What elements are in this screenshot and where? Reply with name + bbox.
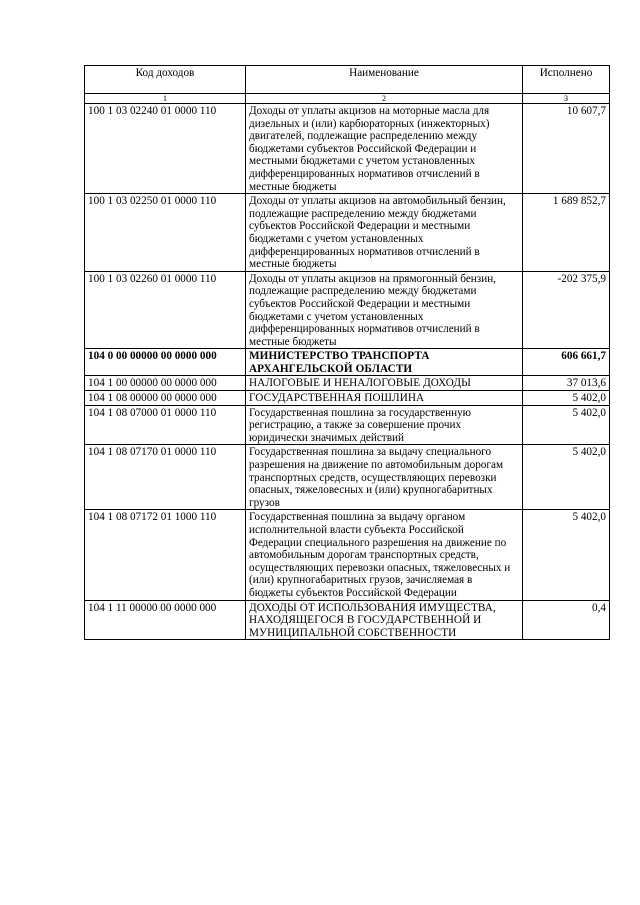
revenue-name: Доходы от уплаты акцизов на прямогонный бензин, подлежащие распределению между бюджетами субъектов Российской Федерации и местными бюджетами с учетом установленных дифференцированных нормативов отчислений в местные бюджеты: [246, 271, 523, 349]
revenue-name: Доходы от уплаты акцизов на автомобильный бензин, подлежащие распределению между бюджетами субъектов Российской Федерации и местными бюджетами с учетом установленных дифференцированных нормативов отчислений в местные бюджеты: [246, 194, 523, 272]
table-row: [85, 104, 610, 194]
revenue-code: 104 1 08 07172 01 1000 110: [85, 510, 246, 600]
revenue-name: ГОСУДАРСТВЕННАЯ ПОШЛИНА: [246, 391, 523, 406]
column-number-row: [85, 94, 610, 104]
column-number-name: 2: [246, 94, 523, 104]
revenue-name: МИНИСТЕРСТВО ТРАНСПОРТА АРХАНГЕЛЬСКОЙ ОБЛАСТИ: [246, 349, 523, 376]
revenue-code: 104 1 00 00000 00 0000 000: [85, 376, 246, 391]
table-row: [85, 510, 610, 600]
table-row: [85, 405, 610, 445]
header-amount: Исполнено: [523, 66, 610, 94]
revenue-code: 104 1 08 07170 01 0000 110: [85, 445, 246, 510]
revenue-name: Государственная пошлина за государственную регистрацию, а также за совершение прочих юридически значимых действий: [246, 405, 523, 445]
revenue-name: Государственная пошлина за выдачу органом исполнительной власти субъекта Российской Федерации специального разрешения на движение по автомобильным дорогам транспортных средств, осуществляющих перевозки опасных, тяжеловесных и (или) крупногабаритных грузов, зачисляемая в бюджеты субъектов Российской Федерации: [246, 510, 523, 600]
revenue-code: 104 0 00 00000 00 0000 000: [85, 349, 246, 376]
revenue-code: 104 1 08 00000 00 0000 000: [85, 391, 246, 406]
revenue-amount: 5 402,0: [523, 405, 610, 445]
revenue-name: ДОХОДЫ ОТ ИСПОЛЬЗОВАНИЯ ИМУЩЕСТВА, НАХОДЯЩЕГОСЯ В ГОСУДАРСТВЕННОЙ И МУНИЦИПАЛЬНОЙ СОБСТВЕННОСТИ: [246, 600, 523, 640]
table-row: [85, 376, 610, 391]
header-code: Код доходов: [85, 66, 246, 94]
revenue-code: 104 1 11 00000 00 0000 000: [85, 600, 246, 640]
table-header: [85, 66, 610, 104]
table-row: [85, 445, 610, 510]
table-row: [85, 271, 610, 349]
revenue-code: 100 1 03 02260 01 0000 110: [85, 271, 246, 349]
revenue-name: НАЛОГОВЫЕ И НЕНАЛОГОВЫЕ ДОХОДЫ: [246, 376, 523, 391]
revenue-code: 100 1 03 02250 01 0000 110: [85, 194, 246, 272]
table-row: [85, 600, 610, 640]
table-row: [85, 391, 610, 406]
revenue-table: [84, 65, 610, 640]
column-number-code: 1: [85, 94, 246, 104]
table-row: [85, 194, 610, 272]
revenue-amount: 1 689 852,7: [523, 194, 610, 272]
column-number-amount: 3: [523, 94, 610, 104]
table-body: [85, 104, 610, 640]
revenue-amount: 5 402,0: [523, 445, 610, 510]
revenue-name: Доходы от уплаты акцизов на моторные масла для дизельных и (или) карбюраторных (инжекторных) двигателей, подлежащие распределению между бюджетами субъектов Российской Федерации и местными бюджетами с учетом установленных дифференцированных нормативов отчислений в местные бюджеты: [246, 104, 523, 194]
revenue-amount: 0,4: [523, 600, 610, 640]
revenue-amount: -202 375,9: [523, 271, 610, 349]
header-row: [85, 66, 610, 94]
revenue-code: 104 1 08 07000 01 0000 110: [85, 405, 246, 445]
revenue-code: 100 1 03 02240 01 0000 110: [85, 104, 246, 194]
revenue-amount: 10 607,7: [523, 104, 610, 194]
revenue-amount: 37 013,6: [523, 376, 610, 391]
revenue-amount: 5 402,0: [523, 510, 610, 600]
header-name: Наименование: [246, 66, 523, 94]
revenue-name: Государственная пошлина за выдачу специального разрешения на движение по автомобильным дорогам транспортных средств, осуществляющих перевозки опасных, тяжеловесных и (или) крупногабаритных грузов: [246, 445, 523, 510]
table-row-ministry: [85, 349, 610, 376]
revenue-amount: 5 402,0: [523, 391, 610, 406]
revenue-amount: 606 661,7: [523, 349, 610, 376]
